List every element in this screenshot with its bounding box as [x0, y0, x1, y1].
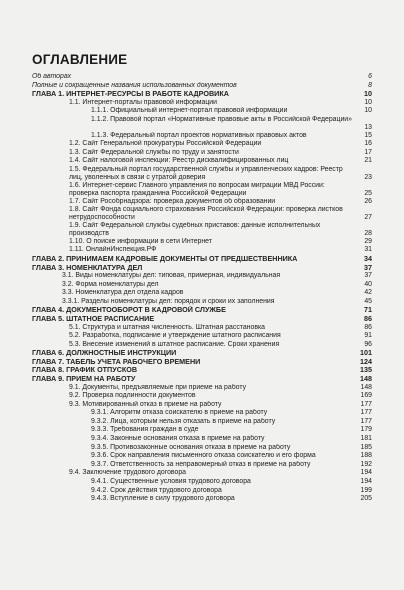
- toc-entry-text: 9.3.5. Противозаконные основания отказа в приеме на работу: [91, 443, 291, 451]
- toc-page-number: 28: [364, 229, 372, 237]
- toc-entry-row: [0, 107, 404, 116]
- toc-page-number: 181: [360, 435, 372, 443]
- toc-entry-text: ГЛАВА 7. ТАБЕЛЬ УЧЕТА РАБОЧЕГО ВРЕМЕНИ: [32, 357, 201, 366]
- toc-entry-text: 1.1.1. Официальный интернет-портал правовой информации: [91, 107, 288, 115]
- toc-entry-row: [0, 246, 404, 255]
- toc-page-number: 37: [364, 262, 372, 272]
- toc-entry-text: 1.9. Сайт Федеральной службы судебных приставов: данные исполнительных производств: [69, 221, 321, 237]
- toc-page-number: 29: [364, 237, 372, 245]
- toc-entry-text: 9.3.4. Законные основания отказа в приеме на работу: [91, 435, 265, 443]
- toc-entry-text: 9.3.3. Требования граждан в суде: [91, 426, 199, 434]
- toc-entry-row: [0, 281, 404, 290]
- toc-chapter-row: [0, 349, 404, 358]
- toc-entry-row: [0, 82, 404, 91]
- toc-entry-row: [0, 324, 404, 333]
- toc-entry-text: 9.4.3. Вступление в силу трудового договора: [91, 495, 235, 503]
- toc-entry-text: 1.6. Интернет-сервис Главного управления по вопросам миграции МВД России: проверка паспорта гражданина Российской Федерации: [69, 181, 325, 197]
- toc-entry-text: 9.3.1. Алгоритм отказа соискателю в приеме на работу: [91, 409, 268, 417]
- toc-page-number: 192: [360, 460, 372, 468]
- toc-entry-row: [0, 149, 404, 158]
- toc-entry-row: [0, 166, 404, 182]
- toc-entry-text: 1.4. Сайт налоговой инспекции: Реестр дисквалифицированных лиц: [69, 157, 289, 165]
- table-of-contents: [0, 73, 404, 504]
- toc-page-number: 185: [360, 443, 372, 451]
- toc-page-number: 25: [364, 189, 372, 197]
- toc-page-number: 10: [364, 89, 372, 99]
- toc-entry-text: 9.4.2. Срок действия трудового договора: [91, 486, 222, 494]
- toc-page-number: 148: [360, 374, 372, 384]
- toc-entry-text: ГЛАВА 9. ПРИЕМ НА РАБОТУ: [32, 375, 136, 384]
- toc-entry-text: ГЛАВА 4. ДОКУМЕНТООБОРОТ В КАДРОВОЙ СЛУЖБЕ: [32, 306, 226, 315]
- toc-entry-row: [0, 222, 404, 238]
- toc-entry-text: ГЛАВА 3. НОМЕНКЛАТУРА ДЕЛ: [32, 263, 143, 272]
- toc-entry-text: 9.3.6. Срок направления письменного отказа соискателю и его форма: [91, 452, 316, 460]
- toc-entry-row: [0, 426, 404, 435]
- toc-chapter-row: [0, 375, 404, 384]
- toc-entry-text: 5.2. Разработка, подписание и утверждение штатного расписания: [69, 332, 281, 340]
- toc-page-number: 199: [360, 486, 372, 494]
- toc-page-number: 194: [360, 469, 372, 477]
- toc-chapter-row: [0, 255, 404, 264]
- toc-entry-row: [0, 198, 404, 207]
- toc-entry-row: [0, 298, 404, 307]
- toc-page-number: 8: [368, 81, 372, 89]
- toc-entry-text: ГЛАВА 8. ГРАФИК ОТПУСКОВ: [32, 366, 138, 375]
- toc-entry-text: 9.2. Проверка подлинности документов: [69, 392, 196, 400]
- toc-entry-row: [0, 435, 404, 444]
- toc-entry-text: 1.1. Интернет-порталы правовой информации: [69, 98, 218, 106]
- toc-entry-row: [0, 73, 404, 82]
- toc-entry-row: [0, 392, 404, 401]
- toc-entry-text: 5.1. Структура и штатная численность. Штатная расстановка: [69, 323, 265, 331]
- toc-entry-text: 1.1.2. Правовой портал «Нормативные правовые акты в Российской Федерации»: [91, 115, 352, 123]
- toc-page-number: 169: [360, 392, 372, 400]
- toc-entry-row: [0, 289, 404, 298]
- toc-entry-text: 1.1.3. Федеральный портал проектов нормативных правовых актов: [91, 131, 307, 139]
- toc-entry-row: [0, 332, 404, 341]
- toc-entry-text: 3.1. Виды номенклатуры дел: типовая, примерная, индивидуальная: [62, 272, 281, 280]
- toc-entry-text: 9.3.2. Лица, которым нельзя отказать в приеме на работу: [91, 417, 276, 425]
- toc-entry-row: [0, 272, 404, 281]
- toc-page-number: 21: [364, 157, 372, 165]
- toc-page-number: 177: [360, 400, 372, 408]
- toc-chapter-row: [0, 264, 404, 273]
- toc-entry-row: [0, 132, 404, 141]
- toc-page-number: 17: [364, 148, 372, 156]
- toc-entry-text: ГЛАВА 5. ШТАТНОЕ РАСПИСАНИЕ: [32, 314, 155, 323]
- toc-chapter-row: [0, 315, 404, 324]
- toc-entry-row: [0, 341, 404, 350]
- toc-entry-row: [0, 418, 404, 427]
- toc-entry-row: [0, 206, 404, 222]
- toc-entry-text: 9.4. Заключение трудового договора: [69, 469, 186, 477]
- toc-page-number: 96: [364, 340, 372, 348]
- toc-entry-text: 1.7. Сайт Рособрнадзора: проверка документов об образовании: [69, 197, 276, 205]
- toc-entry-row: [0, 409, 404, 418]
- toc-entry-text: Об авторах: [32, 73, 72, 80]
- toc-page-number: 23: [364, 173, 372, 181]
- toc-entry-text: 5.3. Внесение изменений в штатное расписание. Сроки хранения: [69, 340, 280, 348]
- toc-page-number: 86: [364, 313, 372, 323]
- toc-page-number: 15: [364, 131, 372, 139]
- toc-page-number: 34: [364, 253, 372, 263]
- toc-page-number: 40: [364, 280, 372, 288]
- toc-page-number: 6: [368, 73, 372, 80]
- toc-entry-text: 1.11. ОнлайнИнспекция.РФ: [69, 246, 157, 254]
- toc-entry-row: [0, 401, 404, 410]
- toc-entry-row: [0, 469, 404, 478]
- toc-entry-row: [0, 99, 404, 108]
- toc-page-number: 135: [360, 365, 372, 375]
- toc-entry-text: 3.3.1. Разделы номенклатуры дел: порядок и сроки их заполнения: [62, 297, 275, 305]
- toc-page-number: 177: [360, 409, 372, 417]
- toc-page-number: 13: [364, 123, 372, 131]
- toc-chapter-row: [0, 366, 404, 375]
- toc-entry-text: 1.10. О поиске информации в сети Интернет: [69, 237, 212, 245]
- toc-entry-text: 1.3. Сайт Федеральной службы по труду и занятости: [69, 148, 239, 156]
- toc-page-number: 31: [364, 246, 372, 254]
- toc-page-number: 205: [360, 495, 372, 503]
- toc-page-number: 179: [360, 426, 372, 434]
- toc-entry-text: ГЛАВА 2. ПРИНИМАЕМ КАДРОВЫЕ ДОКУМЕНТЫ ОТ ПРЕДШЕСТВЕННИКА: [32, 254, 298, 263]
- toc-chapter-row: [0, 358, 404, 367]
- toc-chapter-row: [0, 90, 404, 99]
- toc-entry-row: [0, 487, 404, 496]
- toc-entry-row: [0, 452, 404, 461]
- toc-entry-row: [0, 478, 404, 487]
- toc-page-number: 188: [360, 452, 372, 460]
- toc-entry-row: [0, 461, 404, 470]
- toc-page-number: 10: [364, 107, 372, 115]
- toc-page-number: 177: [360, 417, 372, 425]
- toc-page-number: 86: [364, 323, 372, 331]
- toc-page-number: 124: [360, 356, 372, 366]
- toc-entry-text: ГЛАВА 1. ИНТЕРНЕТ-РЕСУРСЫ В РАБОТЕ КАДРОВИКА: [32, 90, 229, 99]
- toc-entry-text: 9.4.1. Существенные условия трудового договора: [91, 477, 251, 485]
- toc-entry-text: 9.3.7. Ответственность за неправомерный отказ в приеме на работу: [91, 460, 311, 468]
- toc-entry-text: 1.8. Сайт Фонда социального страхования Российской Федерации: проверка листков нетрудоспособности: [69, 206, 343, 222]
- toc-entry-row: [0, 140, 404, 149]
- toc-entry-text: 1.5. Федеральный портал государственной службы и управленческих кадров: Реестр лиц, уволенных в связи с утратой доверия: [69, 166, 343, 181]
- toc-entry-row: [0, 238, 404, 247]
- toc-entry-text: 3.2. Форма номенклатуры дел: [62, 280, 159, 288]
- toc-page-number: 26: [364, 197, 372, 205]
- page-title: ОГЛАВЛЕНИЕ: [32, 52, 128, 67]
- toc-entry-text: 3.3. Номенклатура дел отдела кадров: [62, 289, 184, 297]
- toc-entry-row: [0, 157, 404, 166]
- toc-page-number: 71: [364, 305, 372, 315]
- toc-entry-row: [0, 444, 404, 453]
- toc-entry-text: Полные и сокращенные названия использованных документов: [32, 81, 237, 89]
- toc-entry-row: [0, 495, 404, 504]
- toc-entry-row: [0, 116, 404, 132]
- toc-page-number: 45: [364, 297, 372, 305]
- toc-entry-row: [0, 182, 404, 198]
- toc-page-number: 42: [364, 289, 372, 297]
- toc-page-number: 91: [364, 332, 372, 340]
- toc-entry-row: [0, 384, 404, 393]
- toc-page-number: 16: [364, 140, 372, 148]
- toc-page-number: 37: [364, 272, 372, 280]
- toc-page-number: 194: [360, 477, 372, 485]
- toc-chapter-row: [0, 306, 404, 315]
- toc-entry-text: ГЛАВА 6. ДОЛЖНОСТНЫЕ ИНСТРУКЦИИ: [32, 349, 177, 358]
- toc-page-number: 148: [360, 383, 372, 391]
- toc-page-number: 10: [364, 98, 372, 106]
- toc-entry-text: 1.2. Сайт Генеральной прокуратуры Российской Федерации: [69, 140, 262, 148]
- toc-entry-text: 9.1. Документы, предъявляемые при приеме на работу: [69, 383, 247, 391]
- toc-page-number: 27: [364, 214, 372, 222]
- toc-page-number: 101: [360, 348, 372, 358]
- toc-entry-text: 9.3. Мотивированный отказ в приеме на работу: [69, 400, 222, 408]
